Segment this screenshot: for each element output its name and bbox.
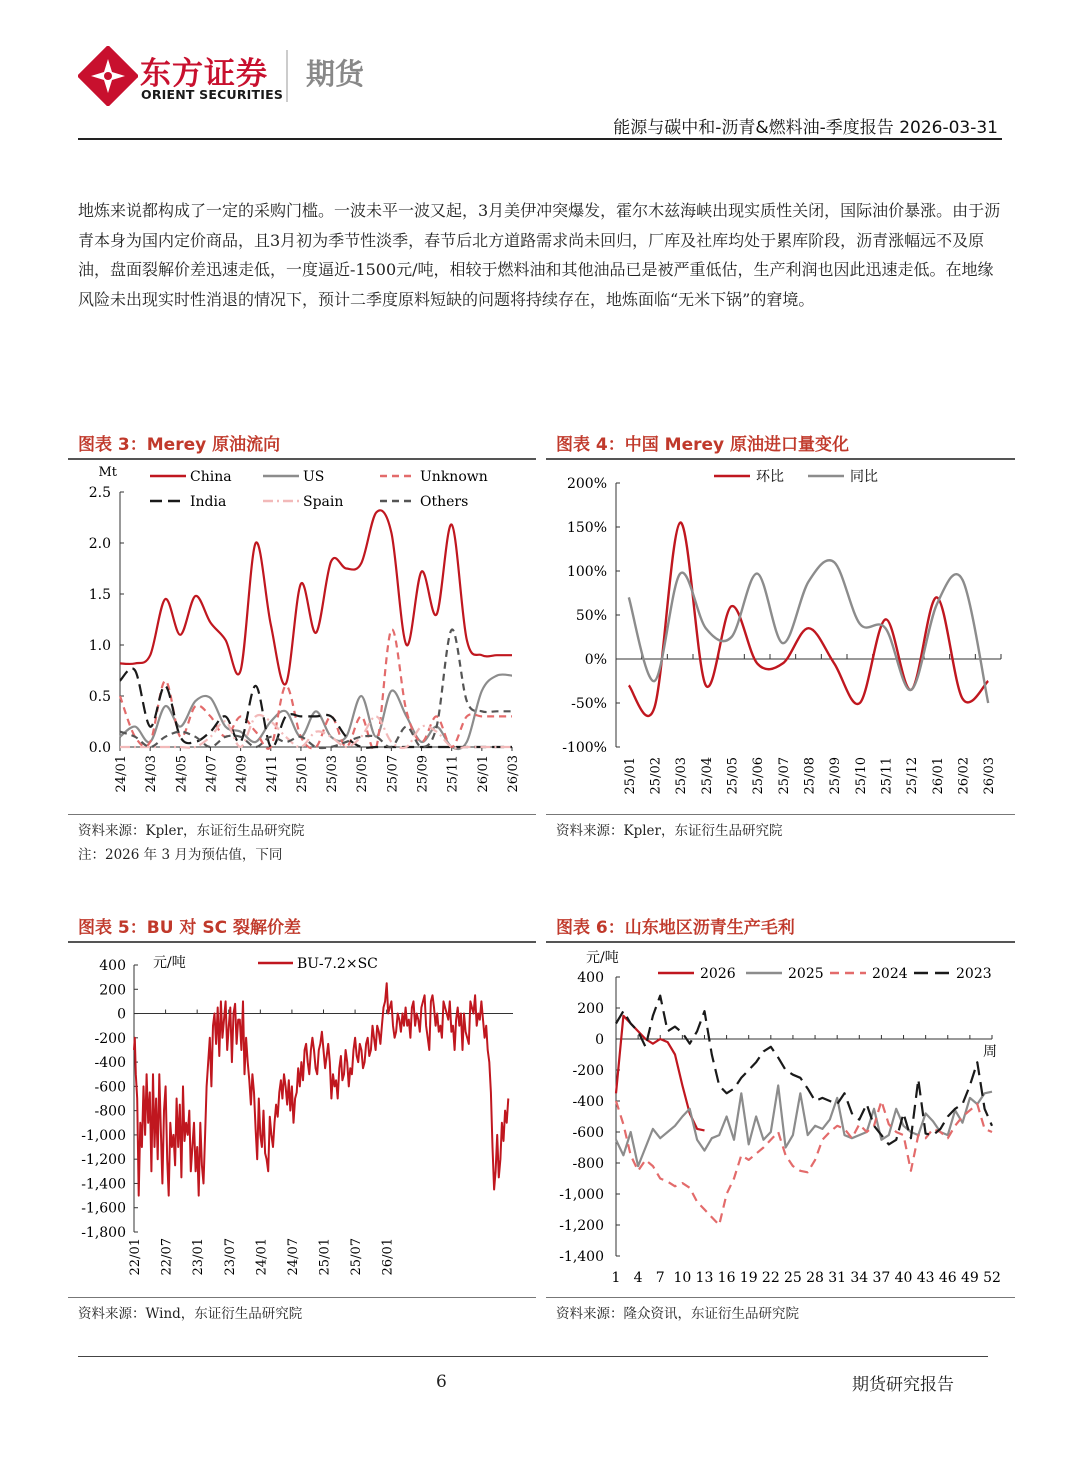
figure-3-bottom-rule — [68, 814, 536, 815]
body-text — [78, 196, 1008, 314]
series-环比 — [629, 523, 988, 716]
x-tick-label: 23/01 — [191, 1238, 207, 1276]
y-tick-label: -400 — [94, 1055, 126, 1072]
figure-3-source: 资料来源：Kpler，东证衍生品研究院 — [78, 823, 305, 839]
y-tick-label: 200% — [566, 476, 607, 492]
x-tick-label: 26/02 — [956, 757, 972, 795]
y-tick-label: -1,200 — [81, 1152, 126, 1169]
y-tick-label: -800 — [94, 1103, 126, 1120]
y-tick-label: -50% — [571, 696, 607, 712]
x-tick-label: 19 — [739, 1270, 758, 1286]
figure-5-title: 图表 5：BU 对 SC 裂解价差 — [78, 918, 301, 938]
x-tick-label: 26/01 — [380, 1238, 396, 1276]
x-tick-label: 25/07 — [776, 757, 792, 795]
series-us — [120, 674, 512, 749]
x-tick-label: 23/07 — [222, 1238, 238, 1276]
y-tick-label: -1,000 — [81, 1127, 126, 1144]
y-tick-label: -1,600 — [81, 1200, 126, 1217]
x-tick-label: 24/07 — [204, 755, 220, 793]
x-tick-label: 24/01 — [254, 1238, 270, 1276]
y-tick-label: 1.5 — [88, 587, 111, 603]
y-tick-label: -600 — [572, 1125, 604, 1141]
figure-5-chart — [68, 943, 536, 1296]
x-tick-label: 22 — [761, 1270, 780, 1286]
legend-label: Unknown — [420, 469, 488, 485]
brand-name-cn: 东方证券 — [140, 56, 268, 92]
x-tick-label: 24/03 — [144, 755, 160, 793]
document-title: 能源与碳中和-沥青&燃料油-季度报告 2026-03-31 — [613, 118, 998, 138]
x-tick-label: 25/05 — [355, 755, 371, 793]
x-tick-label: 25/06 — [751, 757, 767, 795]
x-tick-label: 43 — [916, 1270, 935, 1286]
x-tick-label: 46 — [938, 1270, 957, 1286]
x-tick-label: 37 — [872, 1270, 891, 1286]
x-tick-label: 52 — [983, 1270, 1001, 1286]
x-tick-label: 24/05 — [174, 755, 190, 793]
legend-label: India — [190, 494, 227, 510]
x-tick-label: 24/11 — [264, 755, 280, 793]
y-tick-label: 400 — [577, 970, 604, 986]
x-tick-label: 25/08 — [802, 757, 818, 795]
figure-4-chart — [546, 460, 1015, 815]
x-tick-label: 26/01 — [930, 757, 946, 795]
y-axis-unit: 元/吨 — [586, 950, 619, 966]
body-paragraph: 地炼来说都构成了一定的采购门槛。一波未平一波又起，3月美伊冲突爆发，霍尔木兹海峡出现实质性关闭，国际油价暴涨。由于沥青本身为国内定价商品，且3月初为季节性淡季，春节后北方道路需求尚未回归，厂库及社库均处于累库阶段，沥青涨幅远不及原油，盘面裂解价差迅速走低，一度逼近-1500元/吨，相较于燃料油和其他油品已是被严重低估，生产利润也因此迅速走低。在地缘风险未出现实时性消退的情况下，预计二季度原料短缺的问题将持续存在，地炼面临“无米下锅”的窘境。 — [78, 201, 1001, 309]
y-tick-label: -600 — [94, 1079, 126, 1096]
x-tick-label: 24/09 — [234, 755, 250, 793]
legend-label: China — [190, 469, 232, 485]
figure-6-chart — [546, 943, 1015, 1296]
series-同比 — [629, 560, 988, 703]
y-tick-label: -1,800 — [81, 1225, 126, 1241]
x-tick-label: 4 — [633, 1270, 643, 1286]
x-tick-label: 1 — [611, 1270, 621, 1286]
x-tick-label: 25/02 — [648, 757, 664, 795]
orient-logo-icon — [78, 46, 138, 106]
series-china — [120, 510, 512, 684]
y-tick-label: -1,200 — [559, 1218, 604, 1234]
x-axis-unit: 周 — [983, 1044, 997, 1060]
x-tick-label: 25/04 — [699, 757, 715, 795]
x-tick-label: 22/01 — [128, 1238, 143, 1276]
figure-6-source: 资料来源：隆众资讯，东证衍生品研究院 — [556, 1306, 799, 1322]
y-tick-label: 100% — [566, 564, 607, 580]
x-tick-label: 25/03 — [325, 755, 341, 793]
series-2025 — [616, 1086, 992, 1167]
figure-5-bottom-rule — [68, 1297, 536, 1298]
x-tick-label: 25/01 — [317, 1238, 333, 1276]
y-tick-label: 50% — [575, 608, 607, 624]
x-tick-label: 24/01 — [114, 755, 129, 793]
y-tick-label: 400 — [99, 958, 126, 974]
footer-label: 期货研究报告 — [852, 1375, 954, 1395]
figure-3-note: 注：2026 年 3 月为预估值，下同 — [78, 847, 283, 863]
x-tick-label: 26/01 — [475, 755, 491, 793]
header-divider — [78, 138, 1002, 140]
figure-6-bottom-rule — [546, 1297, 1015, 1298]
legend-label: Others — [420, 494, 469, 510]
y-tick-label: -400 — [572, 1094, 604, 1110]
brand-suffix: 期货 — [306, 57, 365, 91]
y-tick-label: 0 — [117, 1006, 126, 1023]
x-tick-label: 26/03 — [506, 755, 521, 793]
x-tick-label: 25/12 — [905, 757, 921, 795]
x-tick-label: 25/03 — [674, 757, 690, 795]
x-tick-label: 7 — [655, 1270, 665, 1286]
y-tick-label: 200 — [577, 1001, 604, 1017]
y-tick-label: -1,000 — [559, 1187, 604, 1203]
legend-label: 环比 — [756, 469, 784, 485]
y-tick-label: 2.0 — [88, 536, 111, 552]
x-tick-label: 25/10 — [853, 757, 869, 795]
figure-4-source: 资料来源：Kpler，东证衍生品研究院 — [556, 823, 783, 839]
y-tick-label: 200 — [99, 982, 126, 999]
x-tick-label: 25/01 — [622, 757, 638, 795]
x-tick-label: 13 — [695, 1270, 714, 1286]
y-tick-label: -200 — [94, 1030, 126, 1047]
x-tick-label: 25/09 — [828, 757, 844, 795]
y-tick-label: 150% — [566, 520, 607, 536]
legend-label: 2025 — [788, 966, 824, 982]
x-tick-label: 25 — [784, 1270, 802, 1286]
figure-4-title: 图表 4：中国 Merey 原油进口量变化 — [556, 435, 850, 455]
y-axis-unit: 元/吨 — [153, 955, 186, 971]
legend-label: BU-7.2×SC — [297, 956, 378, 972]
y-tick-label: -200 — [572, 1063, 604, 1079]
y-tick-label: 1.0 — [88, 638, 111, 654]
legend-label: US — [303, 469, 325, 485]
y-tick-label: -1,400 — [559, 1249, 604, 1265]
y-tick-label: 0.5 — [88, 689, 111, 705]
figure-6-title: 图表 6：山东地区沥青生产毛利 — [556, 918, 795, 938]
legend-label: 2023 — [956, 966, 992, 982]
x-tick-label: 25/11 — [445, 755, 461, 793]
y-tick-label: -1,400 — [81, 1176, 126, 1193]
figure-5-source: 资料来源：Wind，东证衍生品研究院 — [78, 1306, 303, 1322]
x-tick-label: 24/07 — [285, 1238, 301, 1276]
x-tick-label: 26/03 — [982, 757, 998, 795]
x-tick-label: 31 — [828, 1270, 847, 1286]
x-tick-label: 25/07 — [385, 755, 401, 793]
series-2023 — [616, 996, 992, 1145]
x-tick-label: 10 — [673, 1270, 692, 1286]
x-tick-label: 25/11 — [879, 757, 895, 795]
x-tick-label: 25/07 — [349, 1238, 365, 1276]
footer-divider — [78, 1356, 988, 1357]
x-tick-label: 22/07 — [159, 1238, 175, 1276]
y-tick-label: 0% — [584, 652, 607, 668]
x-tick-label: 25/01 — [294, 755, 310, 793]
x-tick-label: 49 — [960, 1270, 979, 1286]
legend-label: 同比 — [850, 469, 878, 485]
x-tick-label: 25/09 — [415, 755, 431, 793]
series-bu-sc-spread — [134, 983, 508, 1195]
brand-separator — [286, 50, 288, 102]
legend-label: 2026 — [700, 966, 736, 982]
figure-3-title: 图表 3：Merey 原油流向 — [78, 435, 281, 455]
legend-label: 2024 — [872, 966, 908, 982]
legend-label: Spain — [303, 494, 344, 510]
x-tick-label: 25/05 — [725, 757, 741, 795]
y-axis-unit: Mt — [98, 465, 117, 480]
y-tick-label: -800 — [572, 1156, 604, 1172]
x-tick-label: 16 — [717, 1270, 736, 1286]
y-tick-label: 2.5 — [88, 485, 111, 501]
y-tick-label: -100% — [562, 740, 607, 756]
x-tick-label: 40 — [894, 1270, 913, 1286]
x-tick-label: 28 — [806, 1270, 824, 1286]
y-tick-label: 0.0 — [88, 740, 111, 756]
brand-name-en: ORIENT SECURITIES — [141, 87, 284, 102]
figure-3-chart — [68, 460, 536, 815]
figure-4-bottom-rule — [546, 814, 1015, 815]
page-number: 6 — [436, 1372, 447, 1392]
x-tick-label: 34 — [850, 1270, 869, 1286]
y-tick-label: 0 — [595, 1032, 604, 1048]
